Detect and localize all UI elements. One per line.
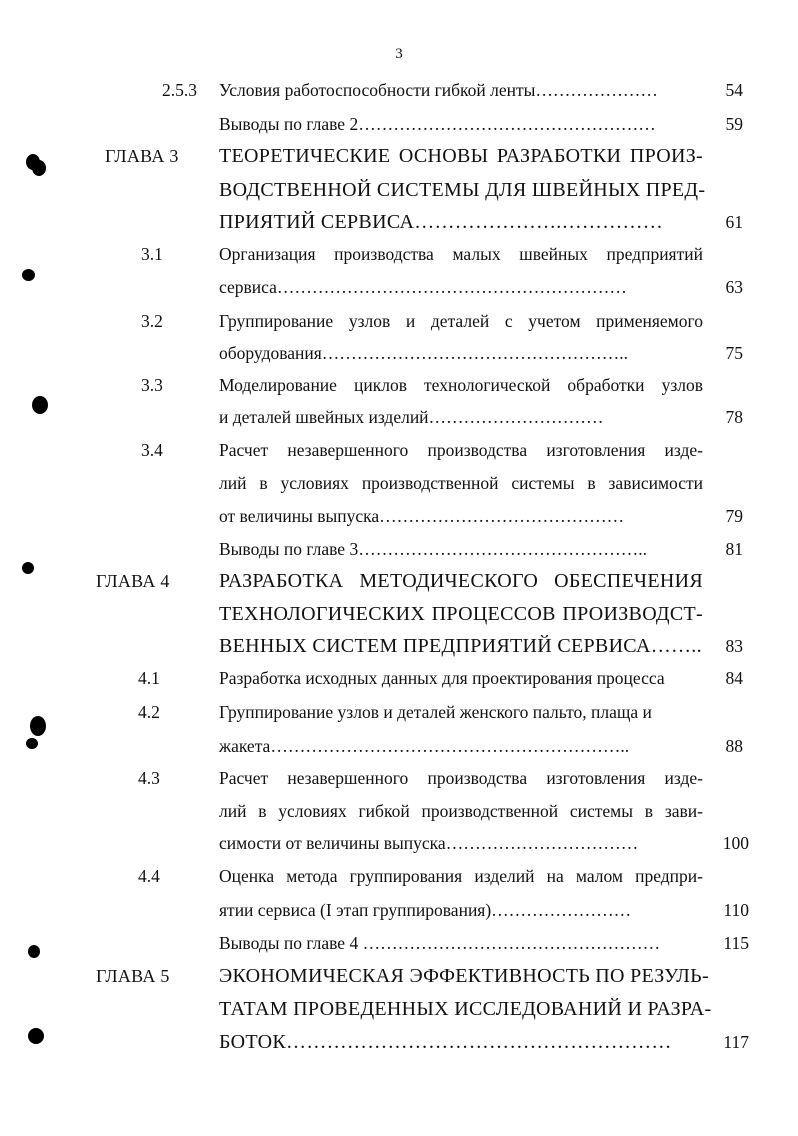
entry-title-line: симости от величины выпуска…………………………… (219, 833, 639, 853)
entry-page: 61 (725, 212, 743, 232)
entry-title-line: Группирование узлов и деталей с учетом применяемого (219, 311, 703, 331)
entry-number: 4.1 (138, 668, 160, 688)
chapter-title-line: РАЗРАБОТКА МЕТОДИЧЕСКОГО ОБЕСПЕЧЕНИЯ (219, 570, 703, 592)
entry-page: 63 (725, 277, 743, 297)
chapter-title-line: ЭКОНОМИЧЕСКАЯ ЭФФЕКТИВНОСТЬ ПО РЕЗУЛЬ- (219, 965, 709, 987)
binder-hole (32, 160, 46, 176)
entry-title-line: оборудования…………………………………………….. (219, 343, 629, 363)
entry-title-line: Организация производства малых швейных предприятий (219, 244, 703, 264)
entry-number: 4.4 (138, 866, 160, 886)
chapter-title-line: ВЕННЫХ СИСТЕМ ПРЕДПРИЯТИЙ СЕРВИСА…….. (219, 635, 702, 657)
entry-page: 110 (723, 900, 749, 920)
chapter-title-line: ПРИЯТИЙ СЕРВИСА………………….…………… (219, 211, 664, 233)
entry-title-line: лий в условиях производственной системы в зависимости (219, 473, 703, 493)
entry-page: 83 (725, 636, 743, 656)
entry-number: 4.3 (138, 768, 160, 788)
chapter-title-line: БОТОК………………………………………………… (219, 1031, 672, 1053)
binder-hole (28, 945, 40, 958)
entry-page: 88 (725, 736, 743, 756)
binder-hole (22, 269, 35, 281)
chapter-title-line: ТЕОРЕТИЧЕСКИЕ ОСНОВЫ РАЗРАБОТКИ ПРОИЗ- (219, 145, 703, 167)
entry-number: 2.5.3 (162, 80, 197, 100)
entry-page: 84 (725, 668, 743, 688)
entry-title-line: Расчет незавершенного производства изготовления изде- (219, 440, 703, 460)
entry-number: 3.1 (141, 244, 163, 264)
binder-hole (22, 562, 34, 574)
entry-title-line: Моделирование циклов технологической обработки узлов (219, 375, 703, 395)
entry-title-line: Оценка метода группирования изделий на малом предпри- (219, 866, 703, 886)
entry-title: Выводы по главе 3………………………………………….. (219, 539, 647, 559)
chapter-number: ГЛАВА 5 (96, 966, 170, 986)
entry-page: 117 (723, 1032, 749, 1052)
entry-title: Выводы по главе 4 …………………………………………… (219, 933, 661, 953)
entry-title-line: лий в условиях гибкой производственной системы в зави- (219, 801, 703, 821)
entry-number: 3.2 (141, 311, 163, 331)
page-number: 3 (395, 46, 403, 62)
entry-title-line: сервиса…………………………………………………… (219, 277, 627, 297)
chapter-title-line: ТЕХНОЛОГИЧЕСКИХ ПРОЦЕССОВ ПРОИЗВОДСТ- (219, 603, 703, 625)
entry-title-line: и деталей швейных изделий………………………… (219, 407, 604, 427)
entry-title-line: Группирование узлов и деталей женского пальто, плаща и (219, 702, 652, 722)
entry-page: 78 (725, 407, 743, 427)
entry-page: 100 (722, 833, 749, 853)
entry-page: 59 (725, 114, 743, 134)
entry-page: 81 (725, 539, 743, 559)
chapter-title-line: ВОДСТВЕННОЙ СИСТЕМЫ ДЛЯ ШВЕЙНЫХ ПРЕД- (219, 179, 706, 201)
chapter-number: ГЛАВА 4 (96, 571, 170, 591)
entry-title: Разработка исходных данных для проектирования процесса (219, 668, 665, 688)
entry-page: 54 (725, 80, 743, 100)
binder-hole (28, 1028, 44, 1044)
entry-title-line: от величины выпуска…………………………………… (219, 506, 625, 526)
binder-hole (30, 716, 46, 736)
entry-number: 4.2 (138, 702, 160, 722)
entry-title: Выводы по главе 2…………………………………………… (219, 114, 656, 134)
entry-page: 79 (725, 506, 743, 526)
binder-hole (26, 738, 38, 749)
binder-hole (32, 396, 48, 414)
chapter-number: ГЛАВА 3 (105, 146, 179, 166)
entry-number: 3.3 (141, 375, 163, 395)
entry-page: 115 (723, 933, 749, 953)
entry-page: 75 (725, 343, 743, 363)
entry-title-line: жакета…………………………………………………….. (219, 736, 630, 756)
entry-number: 3.4 (141, 440, 163, 460)
chapter-title-line: ТАТАМ ПРОВЕДЕННЫХ ИССЛЕДОВАНИЙ И РАЗРА- (219, 998, 712, 1020)
entry-title-line: ятии сервиса (I этап группирования)…………………… (219, 900, 632, 920)
entry-title: Условия работоспособности гибкой ленты………………… (219, 80, 658, 100)
entry-title-line: Расчет незавершенного производства изготовления изде- (219, 768, 703, 788)
